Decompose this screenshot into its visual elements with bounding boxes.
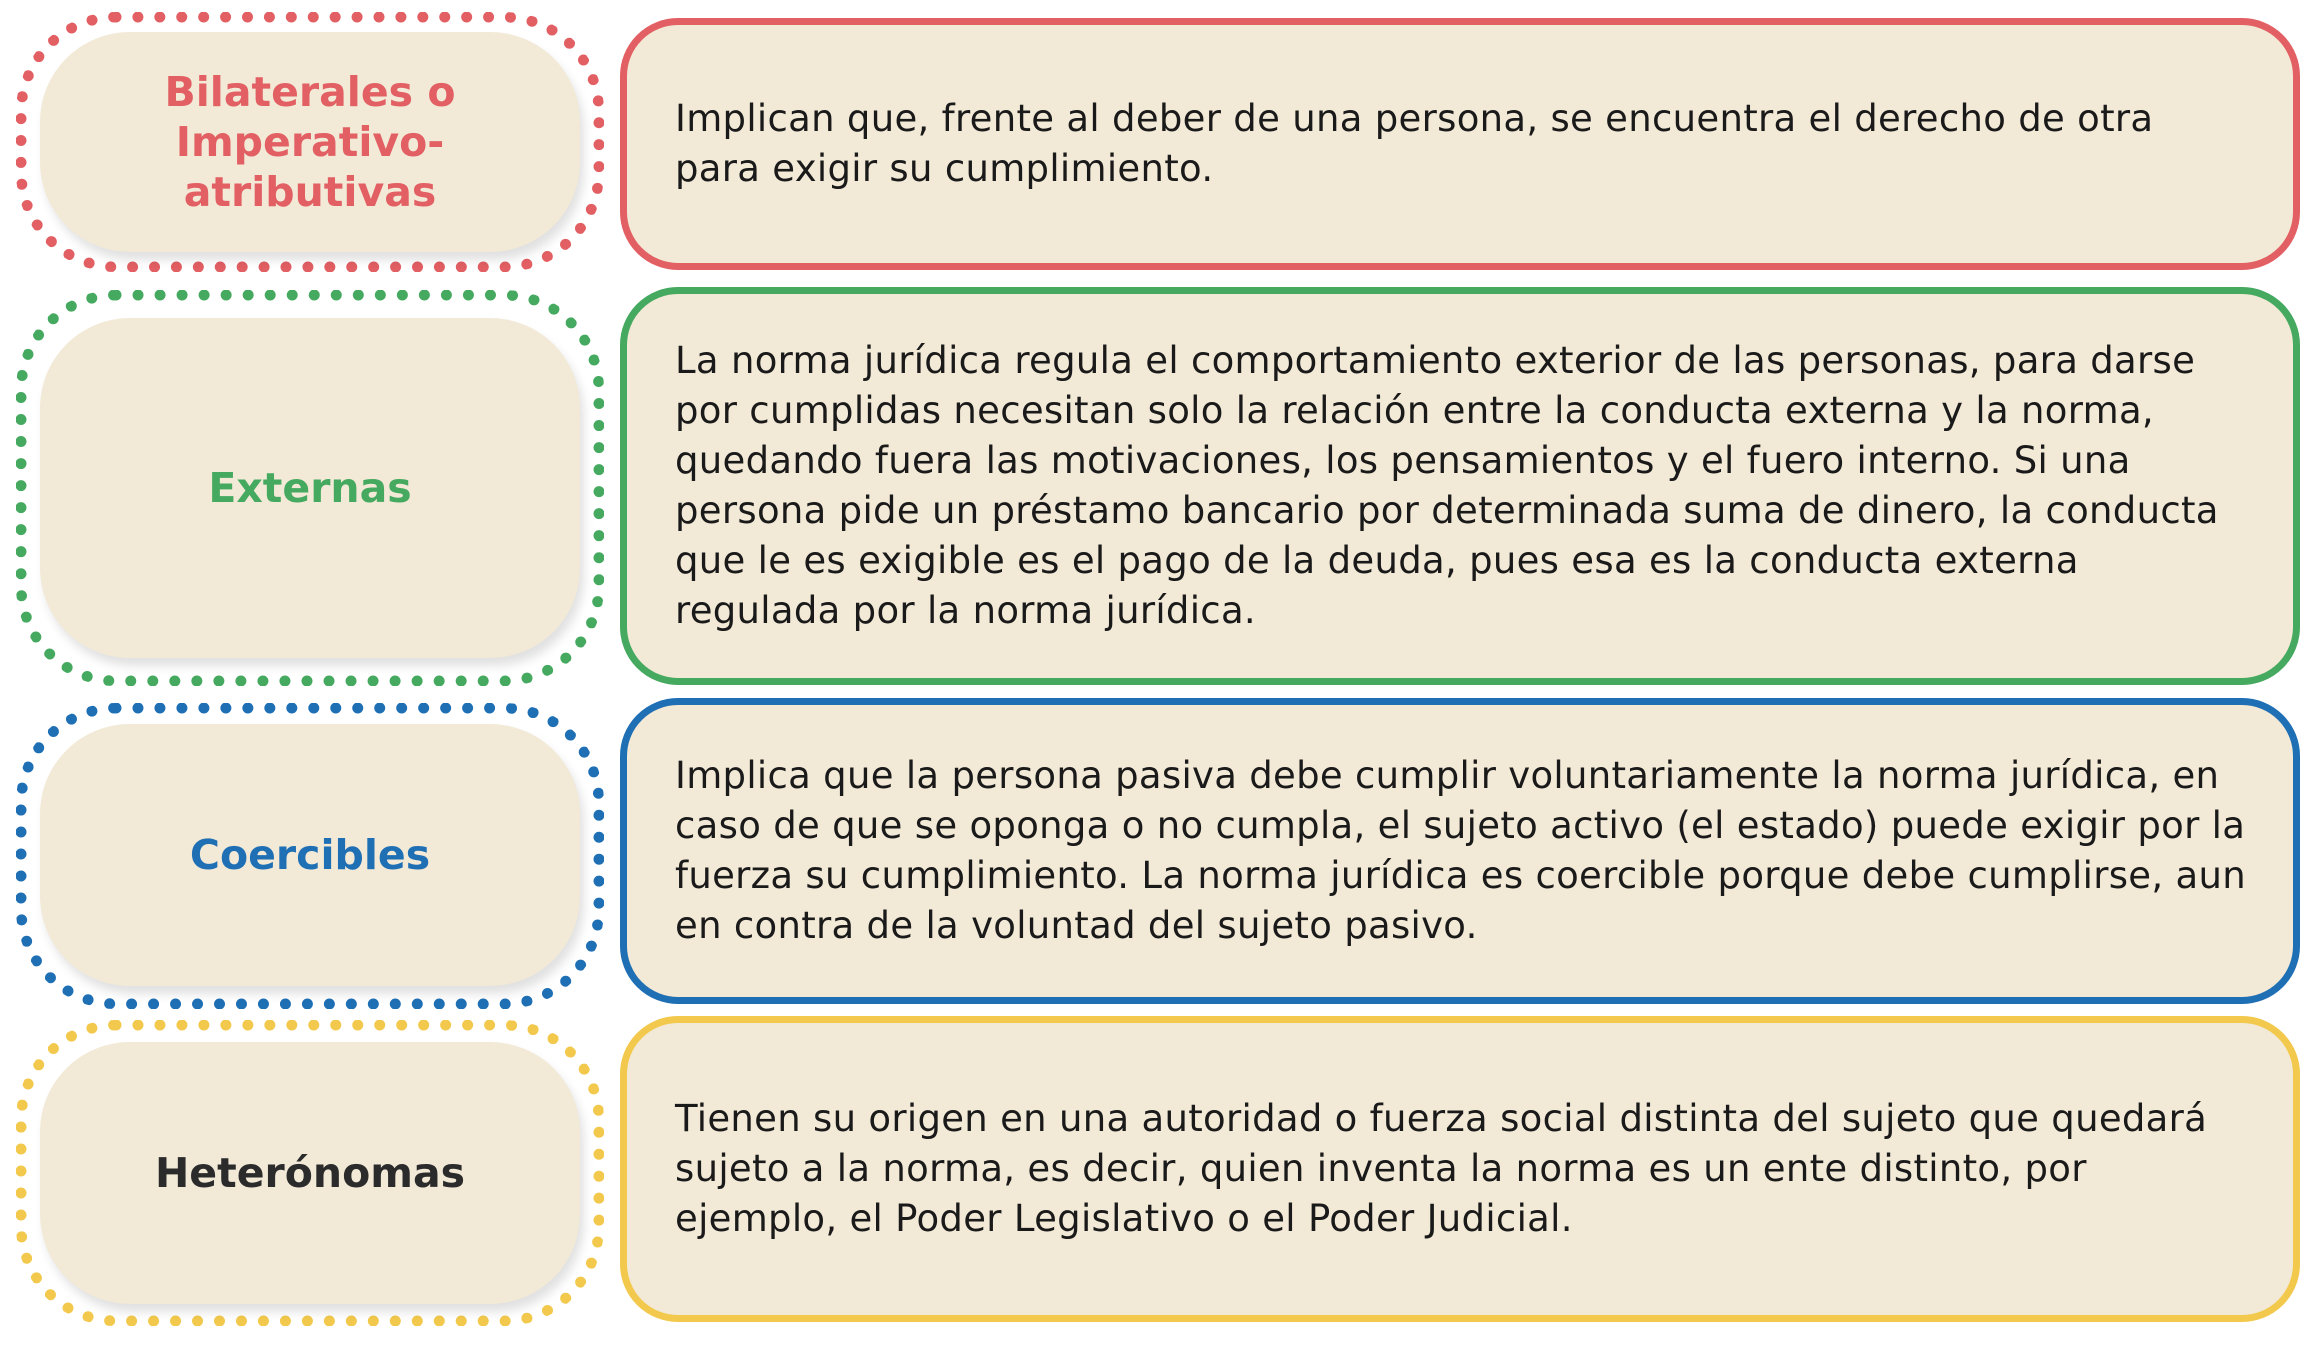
term-label-bilaterales: Bilaterales o Imperativo-atributivas: [164, 68, 456, 216]
description-text-heteronomas: Tienen su origen en una autoridad o fuerza social distinta del sujeto que quedará sujeto a la norma, es decir, quien inventa la norma es un ente distinto, por ejemplo, el Poder Legislativo o el Poder Judicial.: [675, 1097, 2208, 1240]
description-box-externas: [620, 287, 2300, 685]
term-label-heteronomas: Heterónomas: [154, 1149, 466, 1197]
description-box-coercibles: [620, 698, 2300, 1004]
term-pill-bilaterales: [40, 32, 580, 252]
term-pill-coercibles: [40, 724, 580, 986]
description-text-externas: La norma jurídica regula el comportamiento exterior de las personas, para darse por cumplidas necesitan solo la relación entre la conducta externa y la norma, quedando fuera las motivaciones, los pensamientos y el fuero interno. Si una persona pide un préstamo bancario por determinada suma de dinero, la conducta que le es exigible es el pago de la deuda, pues esa es la conducta externa regulada por la norma jurídica.: [675, 339, 2219, 632]
description-box-bilaterales: [620, 18, 2300, 270]
term-pill-heteronomas: [40, 1042, 580, 1304]
description-box-heteronomas: [620, 1016, 2300, 1322]
description-text-bilaterales: Implican que, frente al deber de una persona, se encuentra el derecho de otra para exigir su cumplimiento.: [675, 97, 2154, 190]
description-text-coercibles: Implica que la persona pasiva debe cumplir voluntariamente la norma jurídica, en caso de que se oponga o no cumpla, el sujeto activo (el estado) puede exigir por la fuerza su cumplimiento. La norma jurídica es coercible porque debe cumplirse, aun en contra de la voluntad del sujeto pasivo.: [675, 754, 2246, 947]
term-label-coercibles: Coercibles: [189, 831, 431, 879]
term-pill-externas: [40, 318, 580, 658]
term-label-externas: Externas: [208, 464, 412, 512]
